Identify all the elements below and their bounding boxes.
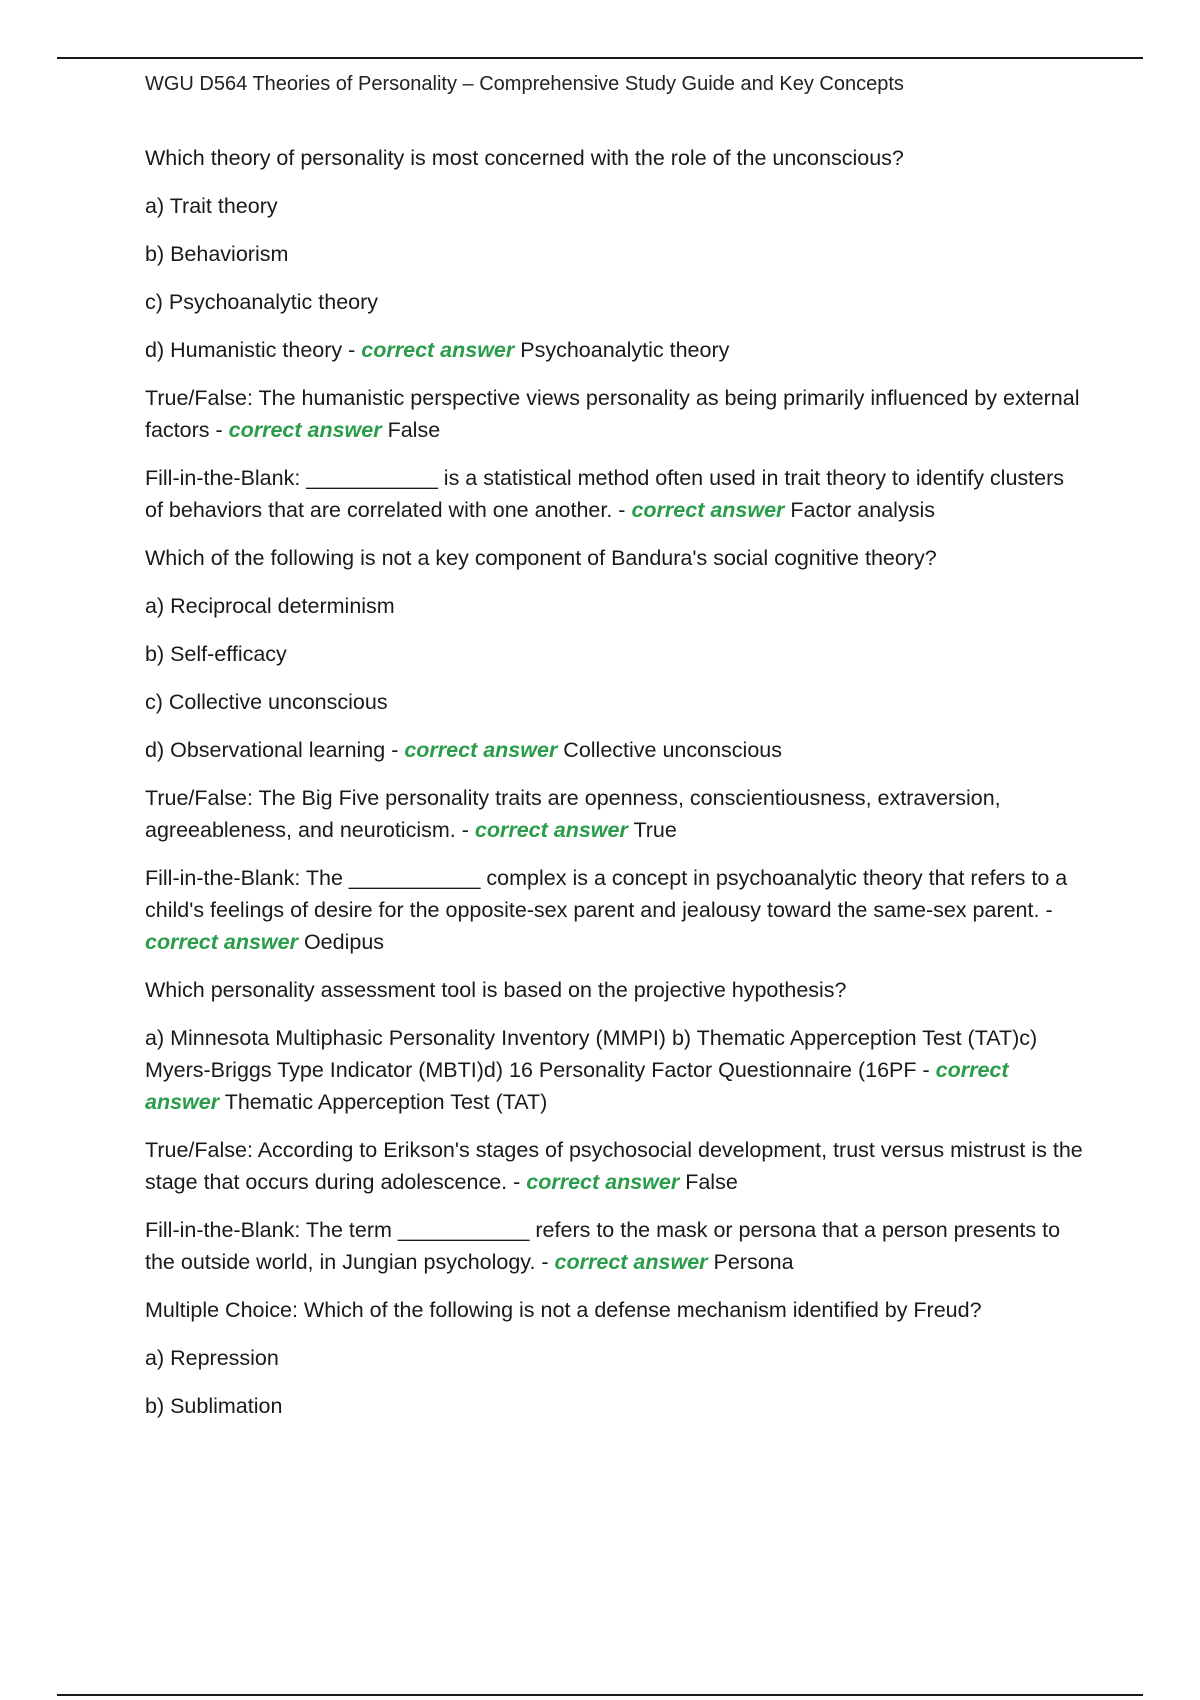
question-text: Which personality assessment tool is based on the projective hypothesis? [145, 978, 847, 1002]
question-text: b) Sublimation [145, 1394, 283, 1418]
question-text: c) Psychoanalytic theory [145, 290, 379, 314]
question-text: Fill-in-the-Blank: ___________ is a statistical method often used in trait theory to identify clusters of behaviors that are correlated with one another. - [145, 466, 1065, 522]
question-paragraph [145, 782, 1085, 846]
answer-value: Oedipus [303, 930, 385, 954]
answer-value: Thematic Apperception Test (TAT) [224, 1090, 548, 1114]
question-paragraph [145, 862, 1085, 958]
correct-answer-label: correct answer [554, 1250, 708, 1274]
page-header: WGU D564 Theories of Personality – Comprehensive Study Guide and Key Concepts [145, 73, 904, 95]
question-text: Which theory of personality is most concerned with the role of the unconscious? [145, 146, 904, 170]
question-paragraph [145, 334, 1085, 366]
question-paragraph [145, 1390, 1085, 1422]
correct-answer-label: correct answer [361, 338, 515, 362]
question-paragraph [145, 286, 1085, 318]
answer-value: Psychoanalytic theory [520, 338, 730, 362]
question-paragraph [145, 974, 1085, 1006]
answer-value: Persona [713, 1250, 794, 1274]
correct-answer-label: correct answer [228, 418, 382, 442]
answer-value: Collective unconscious [563, 738, 782, 762]
question-text: d) Humanistic theory - [145, 338, 356, 362]
question-text: a) Reciprocal determinism [145, 594, 395, 618]
question-text: d) Observational learning - [145, 738, 399, 762]
correct-answer-label: correct answer [631, 498, 785, 522]
question-paragraph [145, 734, 1085, 766]
answer-value: False [387, 418, 441, 442]
correct-answer-label: correct answer [526, 1170, 680, 1194]
answer-value: Factor analysis [790, 498, 935, 522]
question-paragraph [145, 142, 1085, 174]
question-paragraph [145, 1214, 1085, 1278]
correct-answer-label: correct answer [404, 738, 558, 762]
question-text: True/False: The humanistic perspective views personality as being primarily influenced by external factors - [145, 386, 1080, 442]
question-paragraph [145, 542, 1085, 574]
correct-answer-label: correct answer [145, 930, 298, 954]
question-text: b) Behaviorism [145, 242, 289, 266]
question-paragraph [145, 590, 1085, 622]
question-text: Fill-in-the-Blank: The ___________ complex is a concept in psychoanalytic theory that refers to a child's feelings of desire for the opposite-sex parent and jealousy toward the same-sex parent. - [145, 866, 1068, 922]
question-text: c) Collective unconscious [145, 690, 388, 714]
correct-answer-label: correct answer [145, 1058, 1009, 1114]
question-text: True/False: According to Erikson's stages of psychosocial development, trust versus mistrust is the stage that occurs during adolescence. - [145, 1138, 1083, 1194]
bottom-rule [57, 1694, 1143, 1696]
answer-value: True [633, 818, 677, 842]
question-paragraph [145, 1022, 1085, 1118]
question-text: Which of the following is not a key component of Bandura's social cognitive theory? [145, 546, 937, 570]
question-text: a) Minnesota Multiphasic Personality Inventory (MMPI) b) Thematic Apperception Test (TAT)c) Myers-Briggs Type Indicator (MBTI)d) 16 Personality Factor Questionnaire (16PF - [145, 1026, 1038, 1082]
question-paragraph [145, 1134, 1085, 1198]
question-text: Multiple Choice: Which of the following is not a defense mechanism identified by Freud? [145, 1298, 982, 1322]
question-paragraph [145, 638, 1085, 670]
correct-answer-label: correct answer [474, 818, 628, 842]
question-paragraph [145, 686, 1085, 718]
top-rule [57, 57, 1143, 59]
answer-value: False [685, 1170, 738, 1194]
question-paragraph [145, 1294, 1085, 1326]
question-paragraph [145, 190, 1085, 222]
question-text: True/False: The Big Five personality traits are openness, conscientiousness, extraversion, agreeableness, and neuroticism. - [145, 786, 1001, 842]
question-paragraph [145, 462, 1085, 526]
question-text: a) Repression [145, 1346, 279, 1370]
question-paragraph [145, 238, 1085, 270]
study-content [145, 142, 1085, 1438]
question-paragraph [145, 1342, 1085, 1374]
question-text: Fill-in-the-Blank: The term ___________ refers to the mask or persona that a person presents to the outside world, in Jungian psychology. - [145, 1218, 1061, 1274]
question-text: b) Self-efficacy [145, 642, 287, 666]
question-paragraph [145, 382, 1085, 446]
question-text: a) Trait theory [145, 194, 278, 218]
